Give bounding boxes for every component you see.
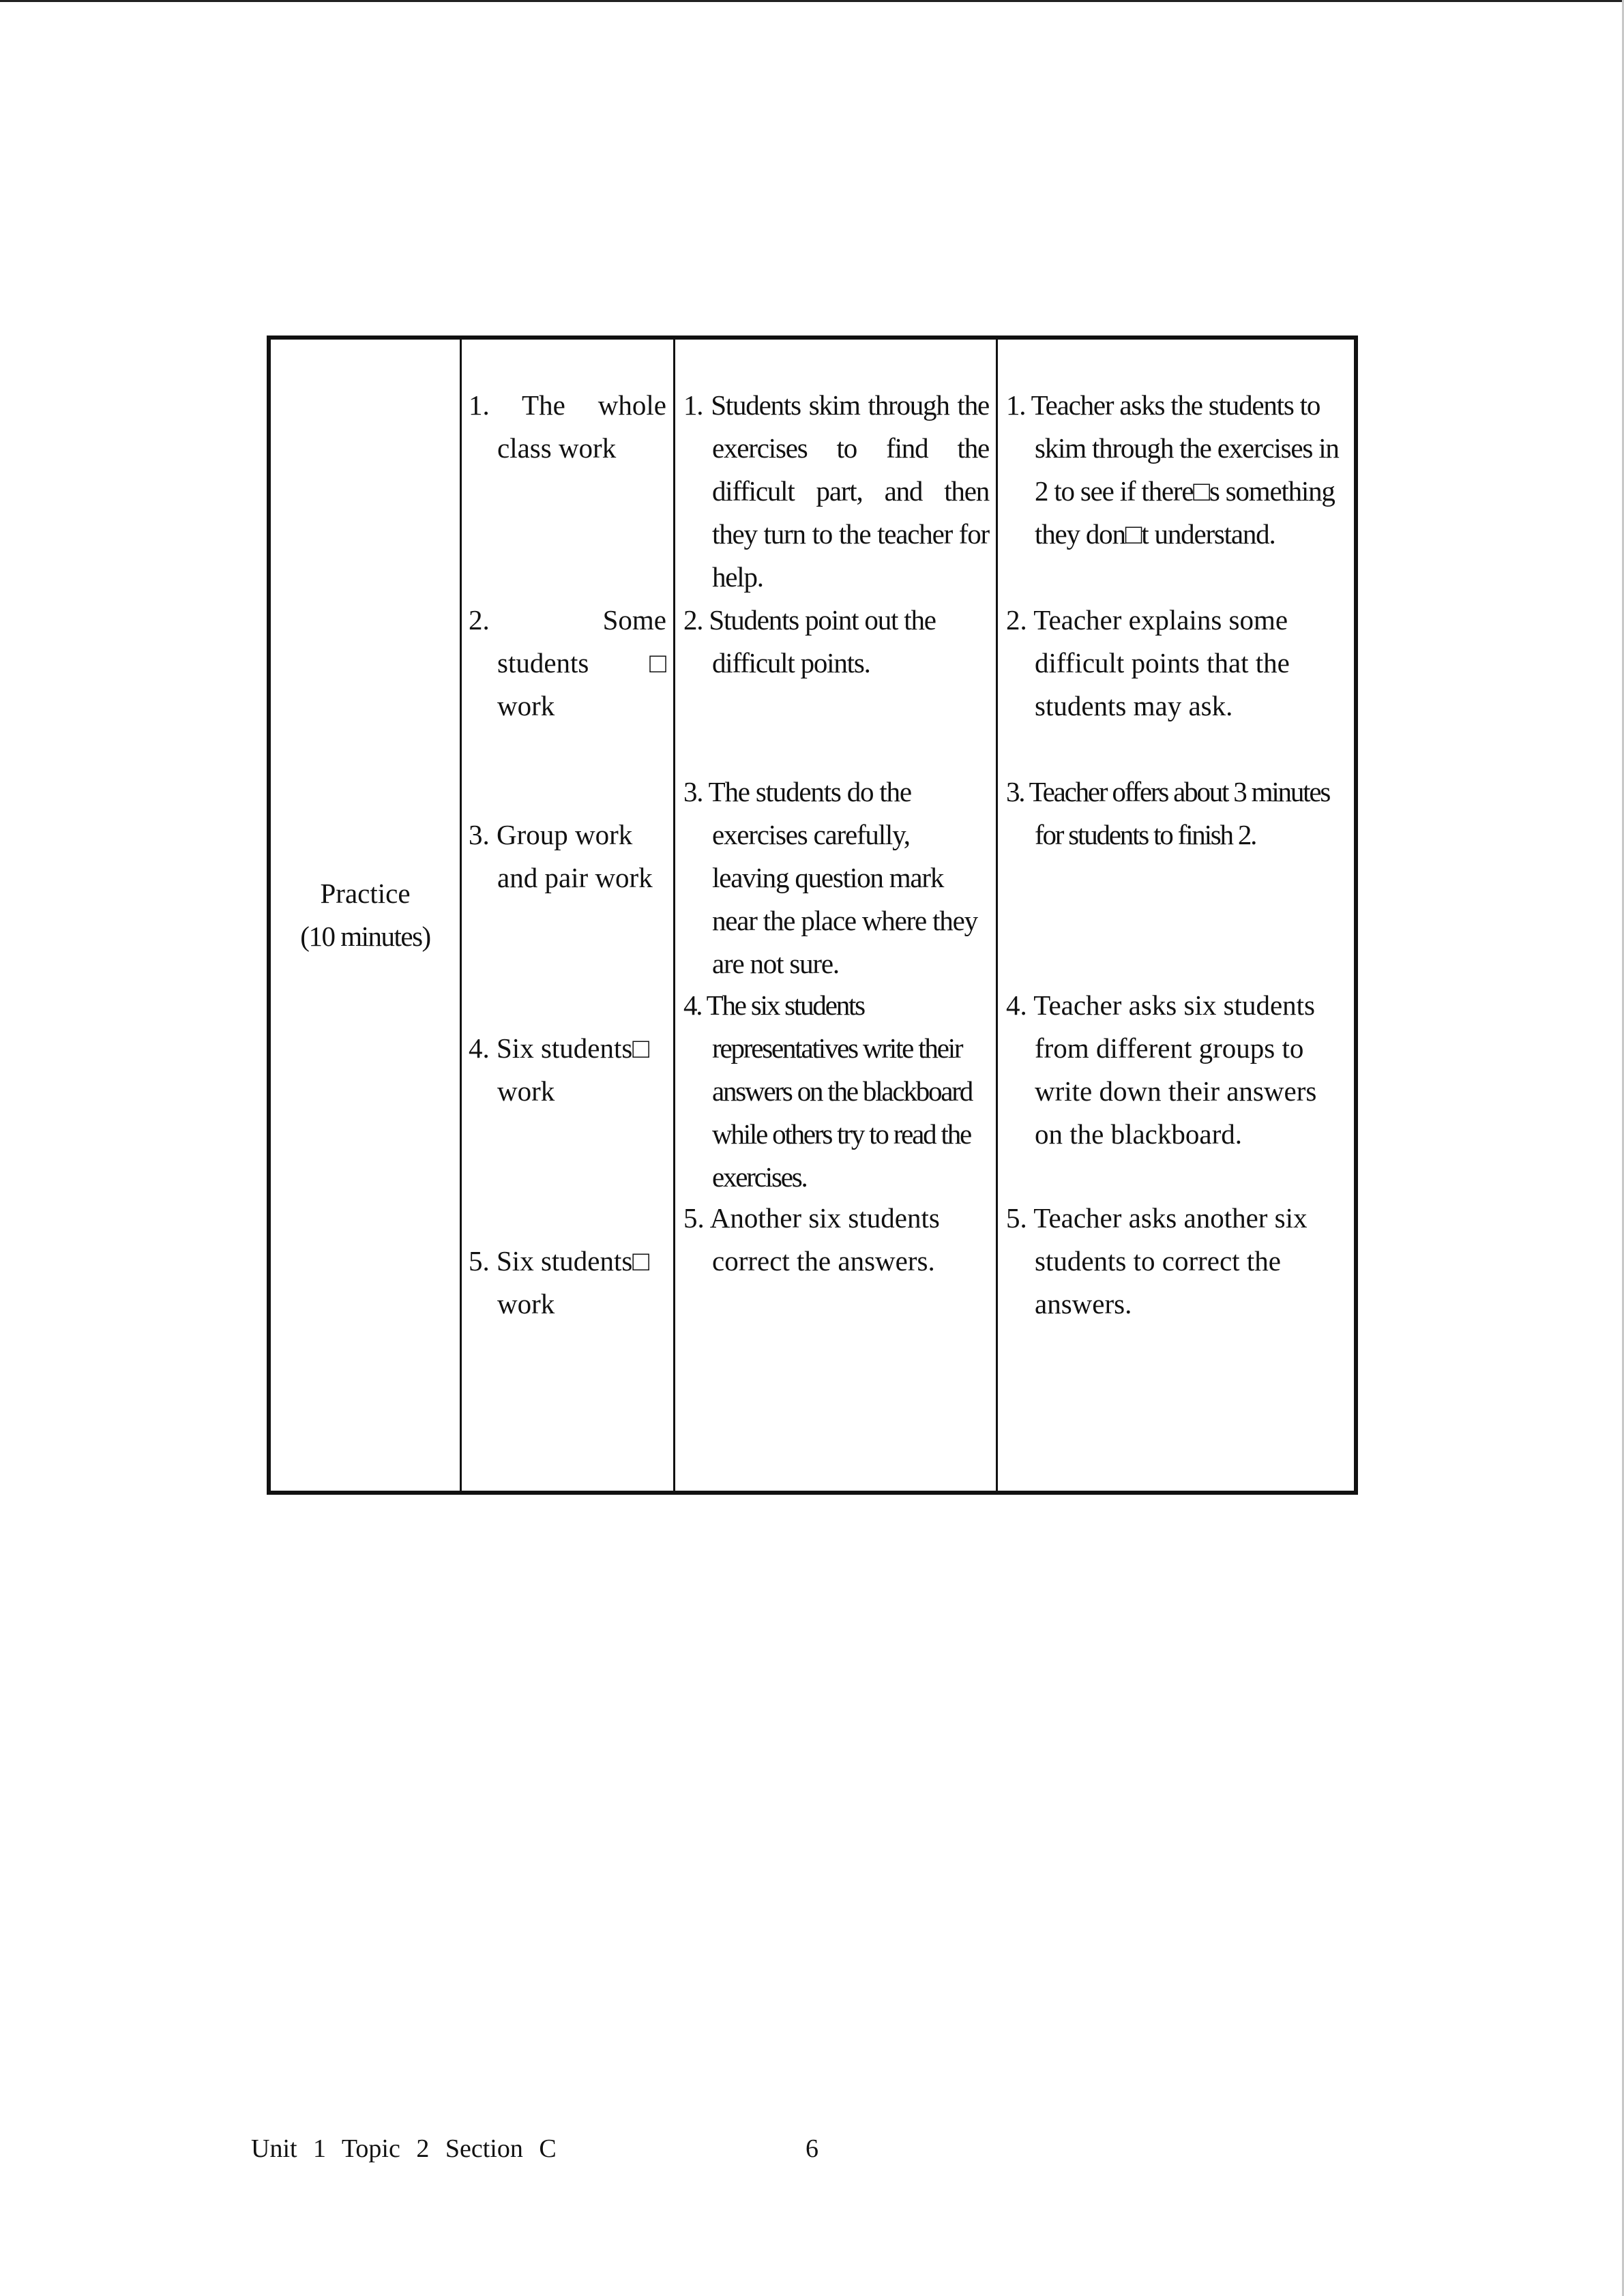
students-activity-cell: 1. Students skim through the exercises to find the difficult part, and then they turn to the teacher for help. xyxy=(683,389,989,593)
teacher-activity-cell: 3. Teacher offers about 3 minutes for students to finish 2. xyxy=(1006,776,1330,850)
students-activity-cell: 3. The students do the exercises carefully, leaving question mark near the place where they are not sure. xyxy=(683,776,977,979)
teacher-activity-cell: 5. Teacher asks another six students to correct the answers. xyxy=(1006,1202,1308,1320)
column-divider xyxy=(673,340,675,1491)
teacher-activity-cell: 1. Teacher asks the students to skim through the exercises in 2 to see if there□s something they don□t understand. xyxy=(1006,389,1339,550)
stage-label: Practice xyxy=(320,878,411,909)
teacher-activity-cell: 2. Teacher explains some difficult points that the students may ask. xyxy=(1006,604,1290,721)
students-activity-cell: 2. Students point out the difficult points. xyxy=(683,604,936,679)
column-divider xyxy=(460,340,462,1491)
stage-cell xyxy=(271,340,460,1491)
students-activity-cell: 4. The six students representatives write their answers on the blackboard while others try to read the exercises. xyxy=(683,989,973,1193)
lesson-plan-table xyxy=(267,336,1358,1495)
stage-duration: (10 minutes) xyxy=(300,921,430,952)
teacher-activity-cell: 4. Teacher asks six students from different groups to write down their answers on the blackboard. xyxy=(1006,989,1317,1150)
form-cell: 2. Some students□ work xyxy=(469,604,666,721)
form-cell: 5. Six students□ work xyxy=(469,1245,650,1320)
top-border-line xyxy=(0,0,1624,2)
students-activity-cell: 5. Another six students correct the answers. xyxy=(683,1202,940,1277)
page-number: 6 xyxy=(806,2134,818,2163)
form-cell: 3. Group work and pair work xyxy=(469,819,653,893)
form-cell: 1. The whole class work xyxy=(469,389,666,464)
footer-section-label: Unit 1 Topic 2 Section C xyxy=(251,2134,557,2163)
form-cell: 4. Six students□ work xyxy=(469,1032,650,1107)
column-divider xyxy=(996,340,998,1491)
